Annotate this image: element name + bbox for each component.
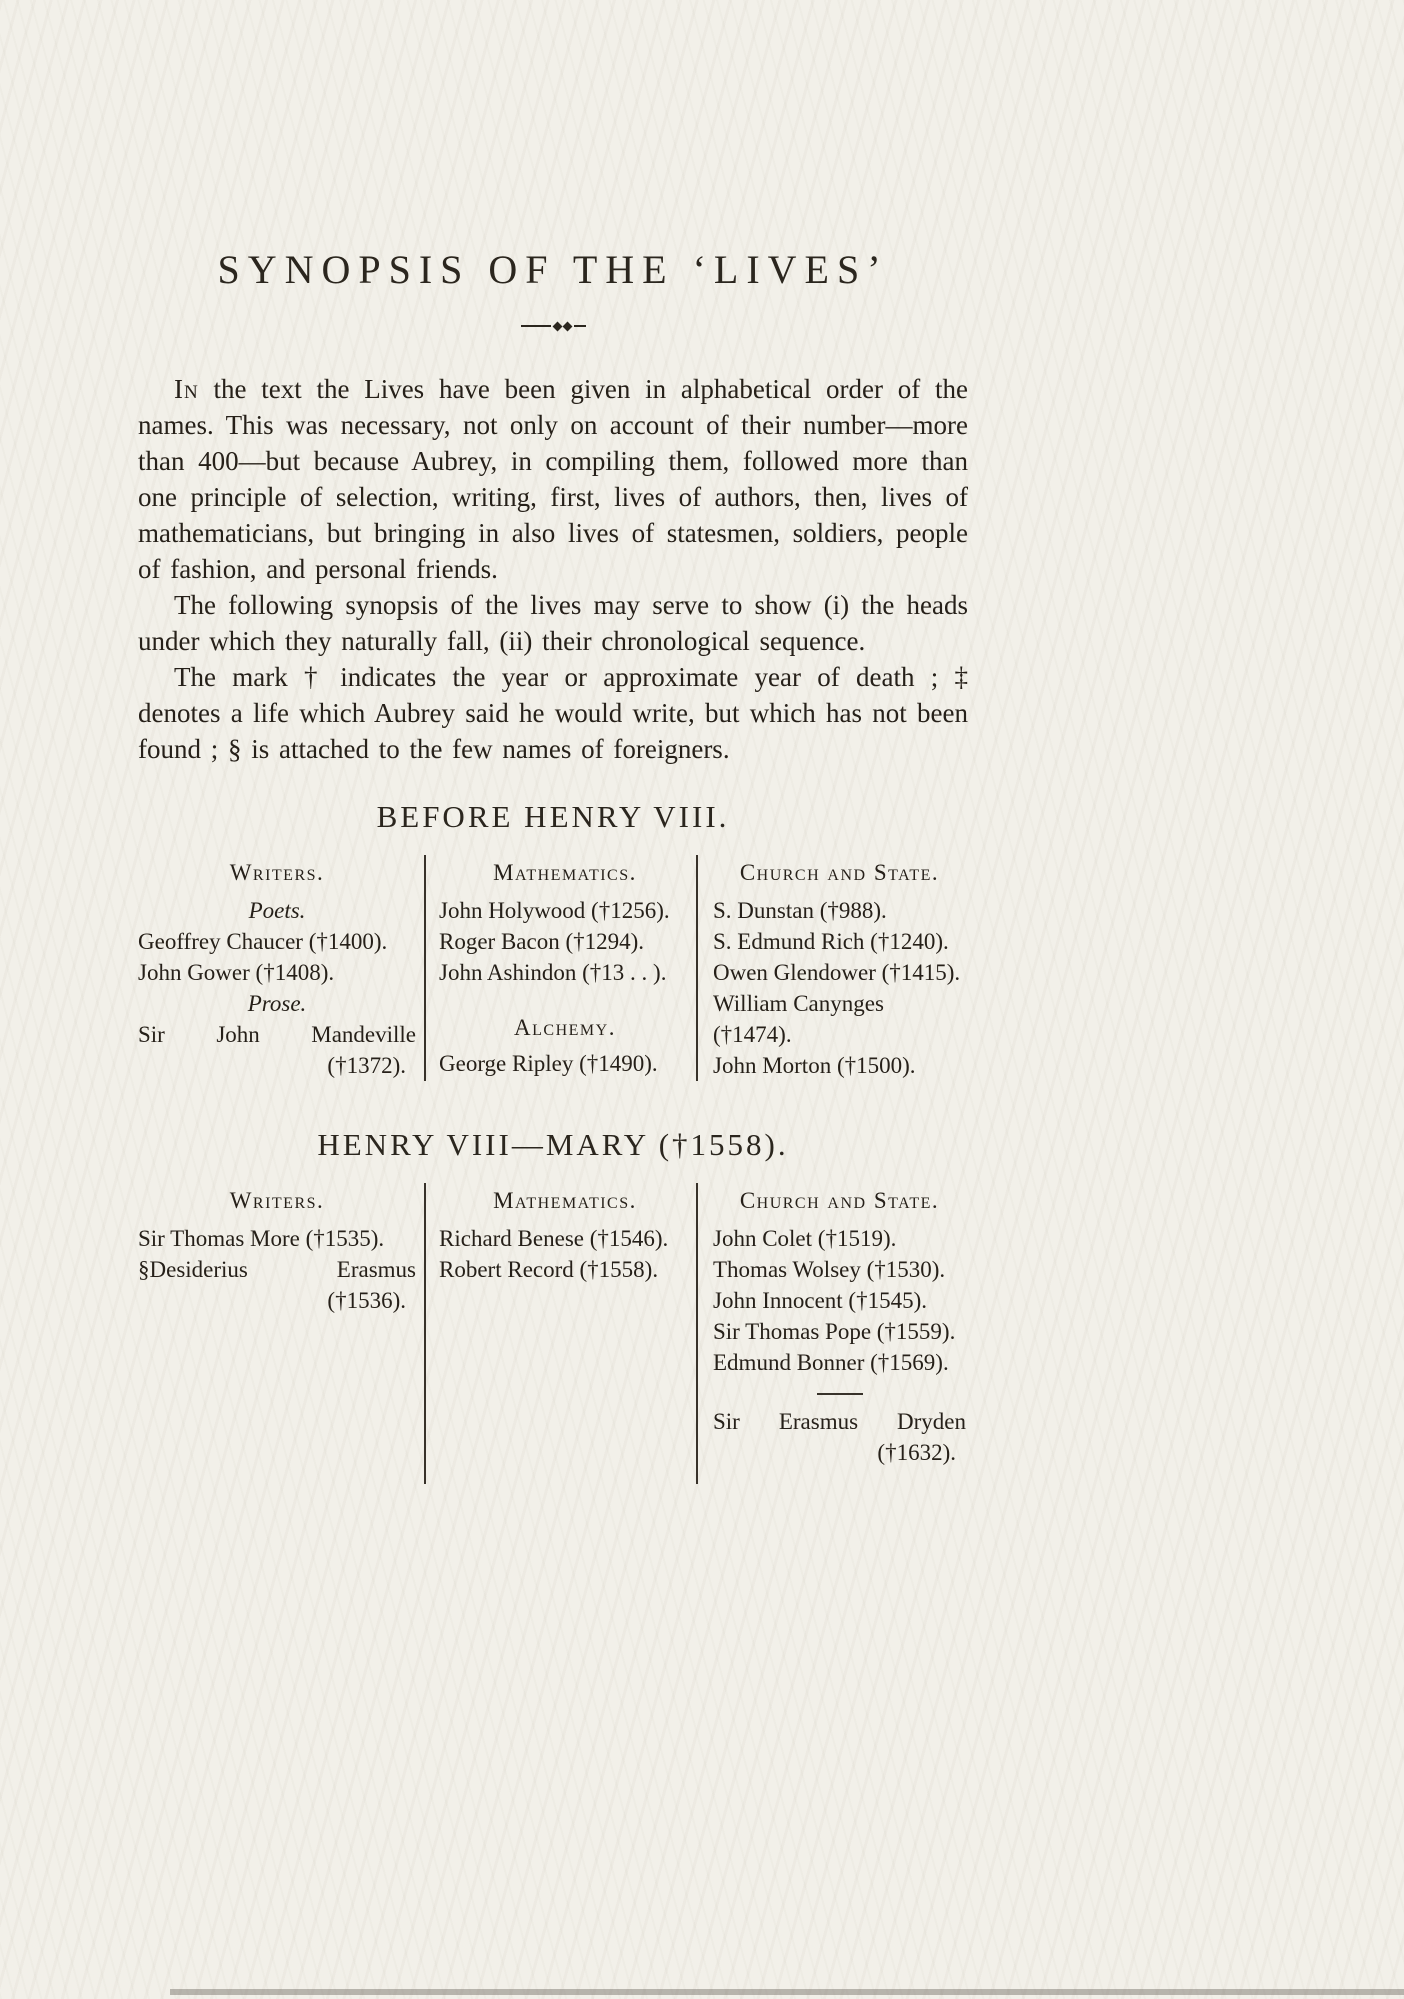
ornament-diamond (552, 321, 562, 331)
entry-continuation-date: (†1372). (327, 1053, 406, 1078)
entry-continuation-date: (†1632). (877, 1440, 956, 1465)
paragraph-text: the text the Lives have been given in alphabetical order of the names. This was necessary, not only on account of their number—more than 400—but because Aubrey, in compiling them, followed more than one principle of selection, writing, first, lives of authors, then, lives of mathematicians, but bringing in also lives of statesmen, soldiers, people of fashion, and personal friends. (138, 374, 969, 584)
column-writers (138, 1183, 426, 1484)
person-entry: Owen Glendower (†1415). (713, 960, 961, 985)
person-entry: John Morton (†1500). (713, 1053, 916, 1078)
person-entry: S. Dunstan (†988). (713, 898, 887, 923)
person-entry: Richard Benese (†1546). (439, 1226, 669, 1251)
person-entry: §Desiderius Erasmus (138, 1257, 416, 1282)
intro-paragraph-1 (138, 371, 968, 587)
column-divider-rule (817, 1393, 863, 1395)
synopsis-table-henry-viii-mary (138, 1183, 968, 1484)
column-header-church-and-state: Church and State. (739, 860, 940, 885)
column-header-writers: Writers. (229, 860, 325, 885)
column-header-mathematics: Mathematics. (493, 860, 637, 885)
person-entry: S. Edmund Rich (†1240). (713, 929, 949, 954)
person-entry: Sir John Mandeville (138, 1022, 416, 1047)
intro-text-block (138, 371, 968, 767)
person-entry: Sir Erasmus Dryden (713, 1409, 966, 1434)
column-church-and-state (698, 855, 968, 1081)
intro-paragraph-2: The following synopsis of the lives may serve to show (i) the heads under which they naturally fall, (ii) their chronological sequence. (138, 590, 968, 656)
ornament-line-left (521, 325, 551, 327)
column-header-church-and-state: Church and State. (739, 1188, 940, 1213)
person-entry: John Colet (†1519). (713, 1226, 897, 1251)
column-subheading-prose: Prose. (247, 991, 307, 1016)
person-entry: John Ashindon (†13 . . ). (439, 960, 667, 985)
person-entry: Sir Thomas More (†1535). (138, 1226, 385, 1251)
person-entry: Sir Thomas Pope (†1559). (713, 1319, 956, 1344)
person-entry: John Innocent (†1545). (713, 1288, 927, 1313)
person-entry: Robert Record (†1558). (439, 1257, 659, 1282)
column-writers (138, 855, 426, 1081)
ornament-diamond (562, 321, 572, 331)
column-header-writers: Writers. (229, 1188, 325, 1213)
section-heading-before-henry-viii: BEFORE HENRY VIII. (376, 799, 730, 834)
lead-word: In (174, 374, 199, 404)
column-subheading-alchemy: Alchemy. (514, 1015, 616, 1040)
person-entry: Roger Bacon (†1294). (439, 929, 645, 954)
entry-continuation-date: (†1536). (327, 1288, 406, 1313)
page-content (138, 0, 968, 1484)
dash-diamond-divider-icon (138, 321, 968, 331)
column-header-mathematics: Mathematics. (493, 1188, 637, 1213)
person-entry: Geoffrey Chaucer (†1400). (138, 929, 388, 954)
column-mathematics (426, 855, 698, 1081)
person-entry: William Canynges (†1474). (713, 991, 884, 1047)
person-entry: Thomas Wolsey (†1530). (713, 1257, 946, 1282)
column-mathematics (426, 1183, 698, 1484)
synopsis-table-before-henry-viii (138, 855, 968, 1081)
ornament-line-right (574, 325, 586, 327)
page-title: SYNOPSIS OF THE ‘LIVES’ (217, 247, 889, 292)
column-subheading-poets: Poets. (248, 898, 306, 923)
intro-paragraph-3: The mark † indicates the year or approximate year of death ; ‡ denotes a life which Aubrey said he would write, but which has not been found ; § is attached to the few names of foreigners. (138, 662, 968, 764)
column-church-and-state (698, 1183, 968, 1484)
person-entry: John Holywood (†1256). (439, 898, 670, 923)
person-entry: John Gower (†1408). (138, 960, 335, 985)
person-entry: Edmund Bonner (†1569). (713, 1350, 949, 1375)
person-entry: George Ripley (†1490). (439, 1051, 658, 1076)
section-heading-henry-viii-mary: HENRY VIII—MARY (†1558). (317, 1127, 789, 1162)
